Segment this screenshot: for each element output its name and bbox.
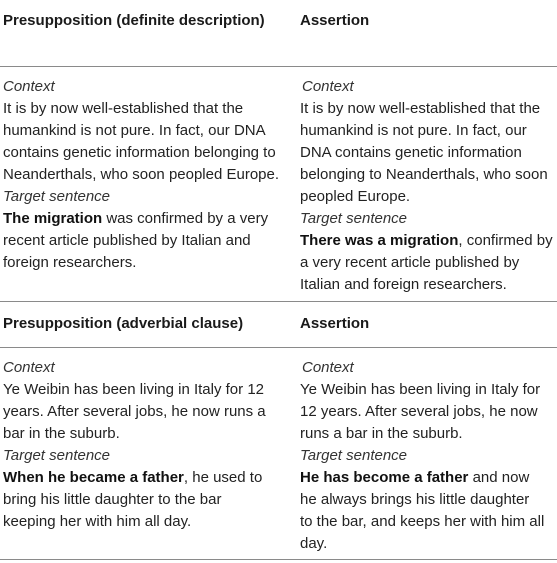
target-sentence-label: Target sentence bbox=[3, 447, 111, 464]
target-sentence-rest: , he used to bring his little daughter to the bar keeping her with him all day. bbox=[3, 469, 263, 530]
target-sentence-bold: He has become a father bbox=[300, 469, 469, 486]
section-1-left-cell bbox=[3, 76, 285, 274]
target-sentence-text bbox=[300, 467, 545, 555]
target-sentence-rest: , confirmed by a very recent article published by Italian and foreign researchers. bbox=[300, 232, 553, 293]
section-2-right-cell bbox=[300, 357, 555, 555]
section-divider bbox=[0, 301, 557, 302]
target-sentence-label: Target sentence bbox=[300, 210, 408, 227]
target-sentence-label: Target sentence bbox=[3, 188, 111, 205]
section-1-right-header: Assertion bbox=[300, 12, 370, 29]
target-sentence-bold: The migration bbox=[3, 210, 103, 227]
context-text: Ye Weibin has been living in Italy for 12 years. After several jobs, he now runs a bar in the suburb. bbox=[300, 381, 541, 442]
context-label: Context bbox=[3, 359, 55, 376]
section-2-left-cell bbox=[3, 357, 285, 533]
section-1-header-divider bbox=[0, 66, 557, 67]
context-text: It is by now well-established that the humankind is not pure. In fact, our DNA contains genetic information belonging to Neanderthals, who soon peopled Europe. bbox=[3, 100, 280, 183]
target-sentence-label: Target sentence bbox=[300, 447, 408, 464]
section-1-right-cell bbox=[300, 76, 555, 296]
target-sentence-text bbox=[3, 208, 273, 274]
target-sentence-bold: There was a migration bbox=[300, 232, 459, 249]
section-1-left-header: Presupposition (definite description) bbox=[3, 12, 265, 29]
context-label: Context bbox=[302, 359, 354, 376]
context-text: Ye Weibin has been living in Italy for 12 years. After several jobs, he now runs a bar in the suburb. bbox=[3, 381, 266, 442]
context-label: Context bbox=[3, 78, 55, 95]
context-label: Context bbox=[302, 78, 354, 95]
section-2-left-header: Presupposition (adverbial clause) bbox=[3, 315, 244, 332]
section-2-right-header: Assertion bbox=[300, 315, 370, 332]
target-sentence-text bbox=[300, 230, 555, 296]
target-sentence-rest: and now he always brings his little daughter to the bar, and keeps her with him all day. bbox=[300, 469, 545, 552]
table-bottom-rule bbox=[0, 559, 557, 560]
context-text: It is by now well-established that the humankind is not pure. In fact, our DNA contains genetic information belonging to Neanderthals, who soon peopled Europe. bbox=[300, 100, 548, 205]
target-sentence-bold: When he became a father bbox=[3, 469, 184, 486]
target-sentence-text bbox=[3, 467, 278, 533]
target-sentence-rest: was confirmed by a very recent article published by Italian and foreign researchers. bbox=[3, 210, 269, 271]
section-2-header-divider bbox=[0, 347, 557, 348]
